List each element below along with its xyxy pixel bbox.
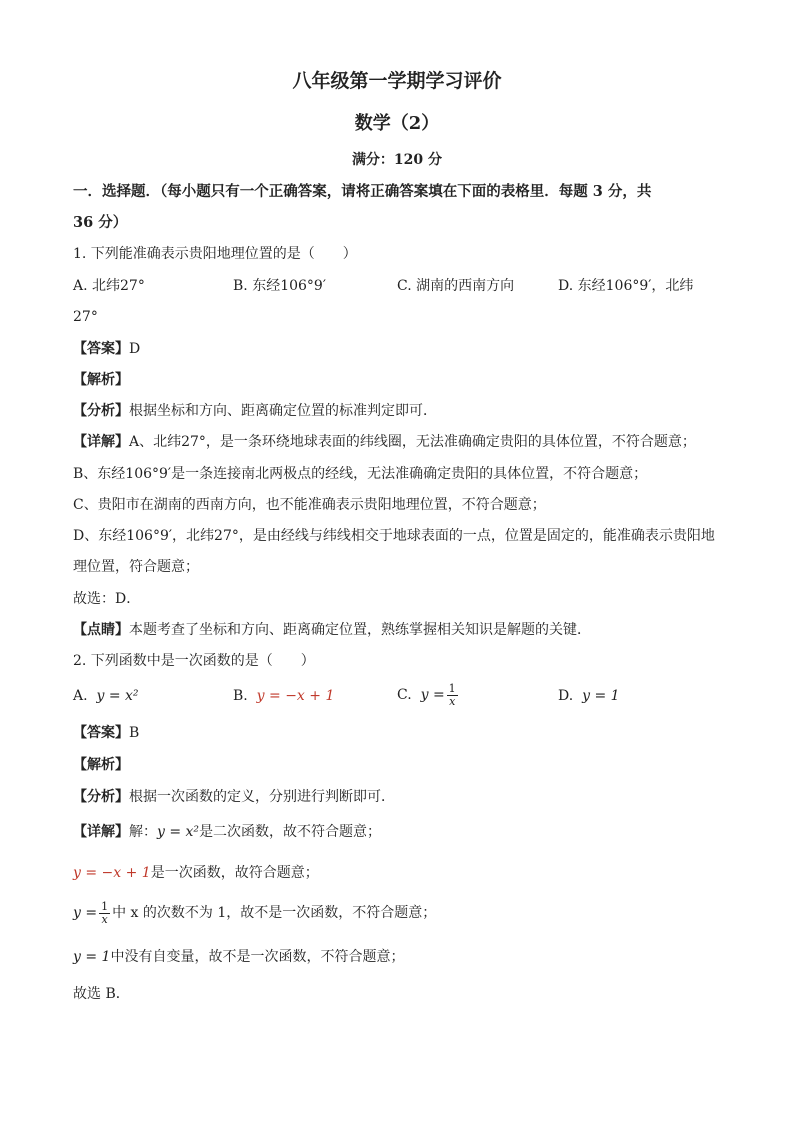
exam-title: 八年级第一学期学习评价 xyxy=(292,70,502,92)
option-lhs: y = xyxy=(420,687,445,703)
full-score: 满分：120 分 xyxy=(351,152,443,168)
q2-conclusion: 故选 B． xyxy=(73,986,130,1002)
q2-stem: 2. 下列函数中是一次函数的是（ ） xyxy=(73,653,315,669)
detail-label: 【详解】 xyxy=(73,434,129,450)
subject-title: 数学（2） xyxy=(354,113,440,134)
q1-detail-line4: D、东经106°9′，北纬27°，是由经线与纬线相交于地球表面的一点，位置是固定的，能准确表示贵阳地 xyxy=(73,528,715,544)
section-heading-line1: 一．选择题．（每小题只有一个正确答案，请将正确答案填在下面的表格里．每题 3 分，共 xyxy=(73,183,652,200)
detail-text: 是二次函数，故不符合题意； xyxy=(199,824,382,840)
detail-prefix: 解： xyxy=(129,824,157,840)
q1-option-a: A. 北纬27° xyxy=(73,278,145,294)
q2-option-c xyxy=(397,680,460,710)
detail-text: 是一次函数，故符合题意； xyxy=(150,865,319,881)
fenxi-text: 根据一次函数的定义，分别进行判断即可． xyxy=(129,789,395,805)
q2-option-b xyxy=(233,687,334,705)
answer-label: 【答案】 xyxy=(73,341,129,357)
fraction-numerator: 1 xyxy=(448,681,456,695)
answer-value: D xyxy=(129,341,141,357)
fenxi-text: 根据坐标和方向、距离确定位置的标准判定即可． xyxy=(129,403,437,419)
detail-text: A、北纬27°，是一条环绕地球表面的纬线圈，无法准确确定贵阳的具体位置，不符合题意； xyxy=(129,434,696,450)
q1-fenxi xyxy=(73,402,437,420)
detail-expr: y = −x + 1 xyxy=(73,865,151,881)
q1-detail-line2: B、东经106°9′是一条连接南北两极点的经线，无法准确确定贵阳的具体位置，不符合题意； xyxy=(73,466,648,482)
fraction-numerator: 1 xyxy=(101,899,109,913)
q1-detail-line1 xyxy=(73,433,696,451)
option-label: A. xyxy=(73,688,88,704)
option-expr: y = −x + 1 xyxy=(256,688,335,704)
option-label: D. xyxy=(558,688,574,704)
q2-detail-line1 xyxy=(73,823,381,841)
dianjing-text: 本题考查了坐标和方向、距离确定位置，熟练掌握相关知识是解题的关键． xyxy=(129,622,591,638)
q1-detail-line5: 理位置，符合题意； xyxy=(73,559,199,575)
q2-fenxi xyxy=(73,788,395,806)
q1-option-d-cont: 27° xyxy=(73,309,98,325)
option-expr: y = 1 xyxy=(582,688,620,704)
option-label: B. xyxy=(233,688,248,704)
detail-text: 中没有自变量，故不是一次函数，不符合题意； xyxy=(110,949,405,965)
q2-analysis-label: 【解析】 xyxy=(73,757,129,773)
option-expr: y = x² xyxy=(96,688,139,704)
q1-answer xyxy=(73,340,140,358)
answer-label: 【答案】 xyxy=(73,725,129,741)
q1-dianjing xyxy=(73,621,591,639)
q2-detail-line4 xyxy=(73,948,404,966)
q1-option-b: B. 东经106°9′ xyxy=(233,278,326,294)
q2-option-a xyxy=(73,687,139,705)
fraction-denominator: x xyxy=(101,912,108,926)
fenxi-label: 【分析】 xyxy=(73,789,129,805)
option-label: C. xyxy=(397,687,412,703)
q1-analysis-label: 【解析】 xyxy=(73,372,129,388)
q2-answer xyxy=(73,724,139,742)
answer-value: B xyxy=(129,725,140,741)
q2-detail-line3 xyxy=(73,898,436,928)
q1-stem: 1. 下列能准确表示贵阳地理位置的是（ ） xyxy=(73,246,357,262)
fraction xyxy=(447,683,458,708)
q2-detail-line2 xyxy=(73,864,319,882)
fraction-denominator: x xyxy=(449,694,456,708)
detail-label: 【详解】 xyxy=(73,824,129,840)
q1-option-c: C. 湖南的西南方向 xyxy=(397,278,515,294)
q1-detail-line3: C、贵阳市在湖南的西南方向，也不能准确表示贵阳地理位置，不符合题意； xyxy=(73,497,546,513)
dianjing-label: 【点睛】 xyxy=(73,622,129,638)
q1-option-d: D. 东经106°9′，北纬 xyxy=(558,278,694,294)
fenxi-label: 【分析】 xyxy=(73,403,129,419)
detail-lhs: y = xyxy=(73,905,98,921)
detail-expr: y = x² xyxy=(157,824,200,840)
section-heading-line2: 36 分） xyxy=(73,214,128,231)
detail-text: 中 x 的次数不为 1，故不是一次函数，不符合题意； xyxy=(112,905,437,921)
detail-expr: y = 1 xyxy=(73,949,111,965)
fraction xyxy=(99,901,110,926)
q2-option-d xyxy=(558,687,620,705)
q1-conclusion: 故选：D． xyxy=(73,591,141,607)
